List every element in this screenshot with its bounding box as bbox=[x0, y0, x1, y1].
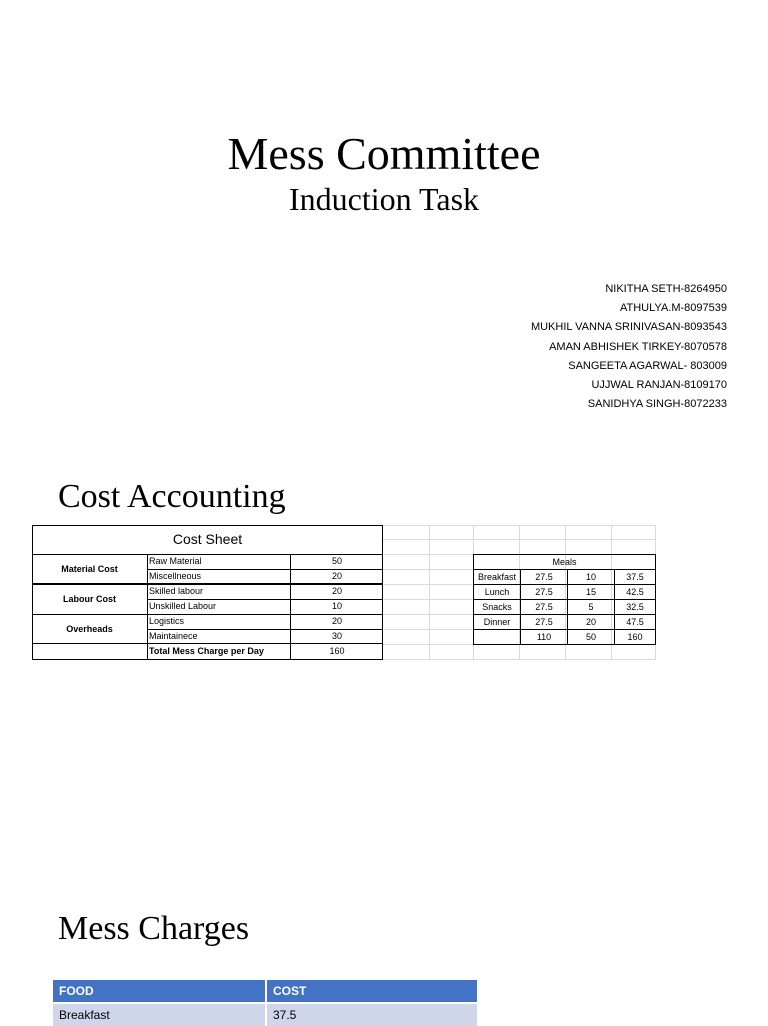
group-label: Labour Cost bbox=[63, 594, 116, 604]
table-row bbox=[474, 585, 656, 600]
table-row bbox=[474, 570, 656, 585]
member-name: SANGEETA AGARWAL- 803009 bbox=[568, 359, 727, 372]
cost-item: Unskilled Labour bbox=[149, 601, 217, 611]
cost-item: Miscellneous bbox=[149, 571, 202, 581]
cost-value: 20 bbox=[331, 616, 342, 626]
cost-value: 30 bbox=[331, 631, 342, 641]
table-row bbox=[474, 630, 656, 645]
meal-name: Snacks bbox=[474, 600, 521, 615]
total-label: Total Mess Charge per Day bbox=[149, 646, 264, 656]
page-title: Mess Committee bbox=[227, 128, 541, 179]
cost-value: 20 bbox=[331, 571, 342, 581]
meal-cell: 27.5 bbox=[521, 600, 568, 615]
mess-charges-table bbox=[53, 980, 479, 1026]
cost-item: Raw Material bbox=[149, 556, 202, 566]
cost-sheet-table bbox=[32, 525, 383, 660]
table-row bbox=[474, 615, 656, 630]
column-header: COST bbox=[266, 980, 478, 1003]
meal-name: Dinner bbox=[474, 615, 521, 630]
cost-item: Maintainece bbox=[149, 631, 198, 641]
group-label: Overheads bbox=[66, 624, 113, 634]
meal-cell: 10 bbox=[568, 570, 615, 585]
group-label: Material Cost bbox=[61, 564, 118, 574]
meal-cell: 110 bbox=[521, 630, 568, 645]
meal-cell: 15 bbox=[568, 585, 615, 600]
meal-cell: 47.5 bbox=[615, 615, 656, 630]
member-name: SANIDHYA SINGH-8072233 bbox=[587, 398, 727, 411]
meal-cell: 27.5 bbox=[521, 585, 568, 600]
table-row bbox=[474, 600, 656, 615]
member-name: ATHULYA.M-8097539 bbox=[620, 302, 727, 315]
cost-value: 20 bbox=[331, 586, 342, 596]
meal-cell: 5 bbox=[568, 600, 615, 615]
meal-cell: 42.5 bbox=[615, 585, 656, 600]
member-name: MUKHIL VANNA SRINIVASAN-8093543 bbox=[530, 321, 727, 334]
meal-name bbox=[474, 630, 521, 645]
cost-value: 50 bbox=[331, 556, 342, 566]
meal-cell: 27.5 bbox=[521, 615, 568, 630]
column-header: FOOD bbox=[53, 980, 266, 1003]
meal-cell: 20 bbox=[568, 615, 615, 630]
table-row bbox=[53, 1003, 478, 1026]
meal-cell: 160 bbox=[615, 630, 656, 645]
cost-accounting-heading: Cost Accounting bbox=[58, 478, 286, 515]
meals-header: Meals bbox=[474, 555, 656, 570]
meals-table bbox=[473, 554, 656, 644]
cost-item: Logistics bbox=[149, 616, 185, 626]
member-name: UJJWAL RANJAN-8109170 bbox=[591, 379, 727, 392]
member-list bbox=[531, 280, 727, 414]
meal-cell: 32.5 bbox=[615, 600, 656, 615]
food-cell: Breakfast bbox=[53, 1003, 266, 1026]
meal-cell: 50 bbox=[568, 630, 615, 645]
page-subtitle: Induction Task bbox=[288, 181, 480, 217]
cost-value: 10 bbox=[331, 601, 342, 611]
meal-cell: 27.5 bbox=[521, 570, 568, 585]
mess-charges-heading: Mess Charges bbox=[58, 910, 250, 947]
cost-sheet-title: Cost Sheet bbox=[172, 531, 243, 547]
member-name: NIKITHA SETH-8264950 bbox=[605, 283, 727, 295]
meal-name: Lunch bbox=[474, 585, 521, 600]
member-name: AMAN ABHISHEK TIRKEY-8070578 bbox=[549, 340, 727, 353]
meal-name: Breakfast bbox=[474, 570, 521, 585]
total-value: 160 bbox=[329, 646, 345, 656]
cost-cell: 37.5 bbox=[266, 1003, 478, 1026]
cost-item: Skilled labour bbox=[149, 586, 204, 596]
meal-cell: 37.5 bbox=[615, 570, 656, 585]
